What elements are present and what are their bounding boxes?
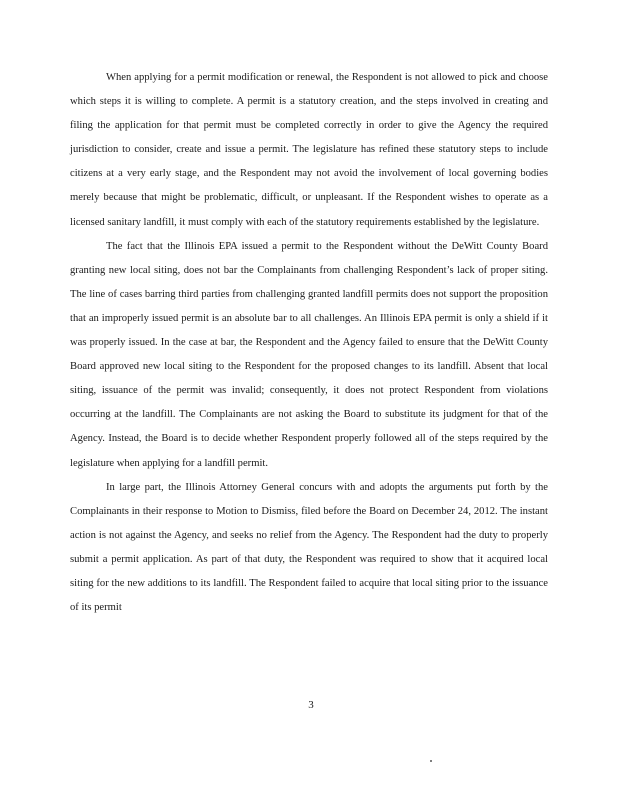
scan-speck [430, 760, 432, 762]
paragraph-2: The fact that the Illinois EPA issued a permit to the Respondent without the DeWitt County Board granting new local siting, does not bar the Complainants from challenging Respondent’s lack of proper siting. The line of cases barring third parties from challenging granted landfill permits does not support the proposition that an improperly issued permit is an absolute bar to all challenges. An Illinois EPA permit is only a shield if it was properly issued. In the case at bar, the Respondent and the Agency failed to ensure that the DeWitt County Board approved new local siting to the Respondent for the proposed changes to its landfill. Absent that local siting, issuance of the permit was invalid; consequently, it does not protect Respondent from violations occurring at the landfill. The Complainants are not asking the Board to substitute its judgment for that of the Agency. Instead, the Board is to decide whether Respondent properly followed all of the steps required by the legislature when applying for a landfill permit. [70, 240, 548, 469]
paragraph-3: In large part, the Illinois Attorney General concurs with and adopts the arguments put forth by the Complainants in their response to Motion to Dismiss, filed before the Board on December 24, 2012. The instant action is not against the Agency, and seeks no relief from the Agency. The Respondent had the duty to properly submit a permit application. As part of that duty, the Respondent was required to show that it acquired local siting for the new additions to its landfill. The Respondent failed to acquire that local siting prior to the issuance of its permit [70, 481, 548, 614]
document-body [70, 66, 548, 620]
paragraph-1: When applying for a permit modification or renewal, the Respondent is not allowed to pick and choose which steps it is willing to complete. A permit is a statutory creation, and the steps involved in creating and filing the application for that permit must be completed correctly in order to give the Agency the required jurisdiction to consider, create and issue a permit. The legislature has refined these statutory steps to include citizens at a very early stage, and the Respondent may not avoid the involvement of local governing bodies merely because that might be problematic, difficult, or unpleasant. If the Respondent wishes to operate as a licensed sanitary landfill, it must comply with each of the statutory requirements established by the legislature. [70, 72, 548, 228]
page-number: 3 [308, 699, 314, 711]
